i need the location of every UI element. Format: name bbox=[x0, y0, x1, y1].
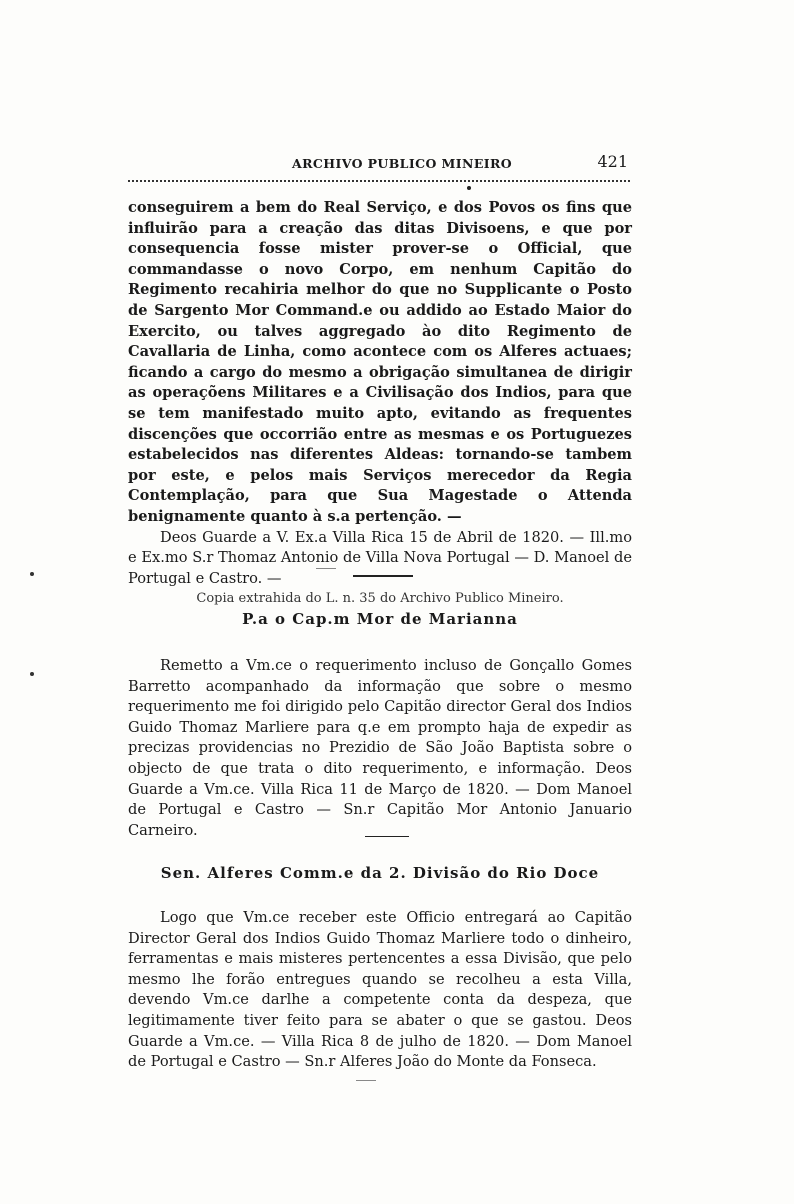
section-1 bbox=[128, 198, 632, 610]
section-2 bbox=[128, 656, 632, 841]
section-3-heading: Sen. Alferes Comm.e da 2. Divisão do Rio Doce bbox=[160, 864, 600, 882]
section-divider bbox=[365, 836, 409, 837]
continued-paragraph: conseguirem a bem do Real Serviço, e dos Povos os fins que influirão para a creação das ditas Divisoens, e que por consequencia fosse mister prover-se o Official, que commandasse o novo Corpo, em nenhum Capitão do Regimento recahiria melhor do que no Supplicante o Posto de Sargento Mor Command.e ou addido ao Estado Maior do Exercito, ou talves aggregado ào dito Regimento de Cavallaria de Linha, como acontece com os Alferes actuaes; ficando a cargo do mesmo a obrigação simultanea de dirigir as operaçõens Militares e a Civilisação dos Indios, para que se tem manifestado muito apto, evitando as frequentes discenções que occorrião entre as mesmas e os Portuguezes estabelecidos nas diferentes Aldeas: tornando-se tambem por este, e pelos mais Serviços merecedor da Regia Contemplação, para que Sua Magestade o Attenda benignamente quanto à s.a pertenção. — bbox=[128, 199, 632, 525]
section-2-heading: P.a o Cap.m Mor de Marianna bbox=[242, 610, 518, 628]
section-divider bbox=[353, 575, 413, 577]
faint-mark bbox=[356, 1080, 376, 1081]
section-3-body: Logo que Vm.ce receber este Officio entregará ao Capitão Director Geral dos Indios Guido Thomaz Marliere todo o dinheiro, ferramentas e mais misteres pertencentes a essa Divisão, que pelo mesmo lhe forão entregues quando se recolheu a esta Villa, devendo Vm.ce darlhe a competente conta da despeza, que legitimamente tiver feito para se abater o que se gastou. Deos Guarde a Vm.ce. — Villa Rica 8 de julho de 1820. — Dom Manoel de Portugal e Castro — Sn.r Alferes João do Monte da Fonseca. bbox=[128, 909, 632, 1071]
source-note: Copia extrahida do L. n. 35 do Archivo Publico Mineiro. bbox=[196, 591, 564, 607]
section-3 bbox=[128, 908, 632, 1073]
closing-paragraph: Deos Guarde a V. Ex.a Villa Rica 15 de Abril de 1820. — Ill.mo e Ex.mo S.r Thomaz Antonio de Villa Nova Portugal — D. Manoel de Portugal e Castro. — bbox=[128, 528, 632, 587]
section-2-body: Remetto a Vm.ce o requerimento incluso de Gonçallo Gomes Barretto acompanhado da informação que sobre o mesmo requerimento me foi dirigido pelo Capitão director Geral dos Indios Guido Thomaz Marliere para q.e em prompto haja de expedir as precizas providencias no Prezidio de São João Baptista sobre o objecto de que trata o dito requerimento, e informação. Deos Guarde a Vm.ce. Villa Rica 11 de Março de 1820. — Dom Manoel de Portugal e Castro — Sn.r Capitão Mor Antonio Januario Carneiro. bbox=[128, 657, 632, 839]
running-head-title: ARCHIVO PUBLICO MINEIRO bbox=[292, 156, 513, 171]
running-head bbox=[128, 152, 628, 176]
margin-mark bbox=[30, 672, 34, 676]
header-rule bbox=[128, 180, 630, 182]
page-number: 421 bbox=[597, 152, 628, 171]
header-dot bbox=[467, 186, 471, 190]
margin-mark bbox=[30, 572, 34, 576]
faint-mark bbox=[316, 568, 336, 569]
